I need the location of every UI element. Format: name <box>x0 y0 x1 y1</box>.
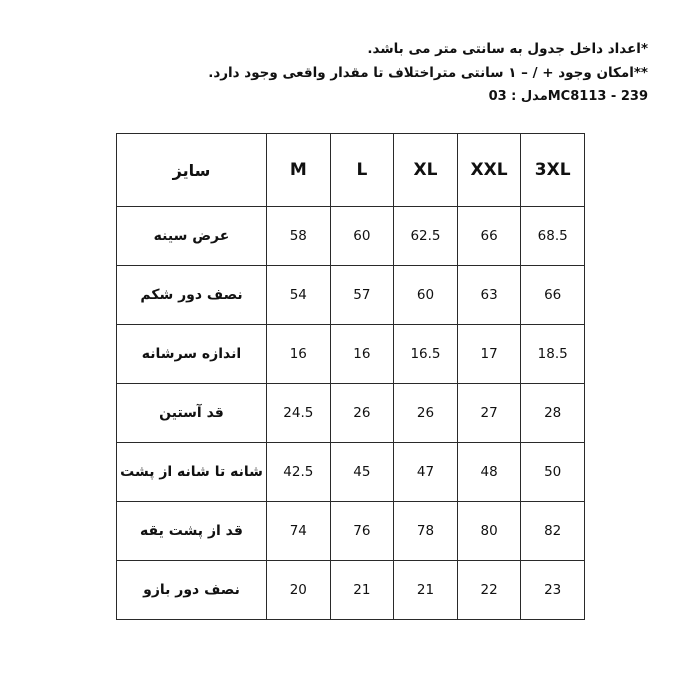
table-row <box>117 502 585 561</box>
row-label: اندازه سرشانه <box>117 325 267 384</box>
column-header-xxl: XXL <box>457 134 521 207</box>
cell-value: 47 <box>394 443 458 502</box>
cell-value: 60 <box>330 207 394 266</box>
cell-value: 28 <box>521 384 585 443</box>
note-line-1: *اعداد داخل جدول به سانتی متر می باشد. <box>367 41 648 57</box>
row-label: قد از پشت یقه <box>117 502 267 561</box>
cell-value: 21 <box>330 561 394 620</box>
cell-value: 18.5 <box>521 325 585 384</box>
cell-value: 74 <box>267 502 331 561</box>
cell-value: 48 <box>457 443 521 502</box>
cell-value: 17 <box>457 325 521 384</box>
row-label: عرض سینه <box>117 207 267 266</box>
column-header-size-label: سایز <box>117 134 267 207</box>
table-body <box>117 207 585 620</box>
table-row <box>117 561 585 620</box>
table-row <box>117 325 585 384</box>
cell-value: 78 <box>394 502 458 561</box>
cell-value: 16.5 <box>394 325 458 384</box>
row-label: نصف دور بازو <box>117 561 267 620</box>
column-header-l: L <box>330 134 394 207</box>
table-row <box>117 207 585 266</box>
cell-value: 68.5 <box>521 207 585 266</box>
cell-value: 66 <box>457 207 521 266</box>
cell-value: 58 <box>267 207 331 266</box>
cell-value: 80 <box>457 502 521 561</box>
cell-value: 21 <box>394 561 458 620</box>
note-line-2: **امکان وجود + / – ۱ سانتی متراختلاف تا مقدار واقعی وجود دارد. <box>208 64 648 81</box>
table-row <box>117 443 585 502</box>
cell-value: 26 <box>330 384 394 443</box>
row-label: نصف دور شکم <box>117 266 267 325</box>
cell-value: 22 <box>457 561 521 620</box>
table-header-row <box>117 134 585 207</box>
column-header-xl: XL <box>394 134 458 207</box>
notes-block <box>208 38 648 109</box>
table-row <box>117 384 585 443</box>
table-row <box>117 266 585 325</box>
cell-value: 42.5 <box>267 443 331 502</box>
column-header-m: M <box>267 134 331 207</box>
cell-value: 82 <box>521 502 585 561</box>
model-number: مدل : 03MC8113 - 239 <box>488 89 648 105</box>
cell-value: 60 <box>394 266 458 325</box>
column-header-3xl: 3XL <box>521 134 585 207</box>
cell-value: 16 <box>267 325 331 384</box>
cell-value: 23 <box>521 561 585 620</box>
table-head <box>117 134 585 207</box>
cell-value: 24.5 <box>267 384 331 443</box>
size-table-container <box>116 133 584 620</box>
cell-value: 26 <box>394 384 458 443</box>
cell-value: 62.5 <box>394 207 458 266</box>
row-label: قد آستین <box>117 384 267 443</box>
row-label: شانه تا شانه از پشت <box>117 443 267 502</box>
size-table <box>116 133 585 620</box>
cell-value: 63 <box>457 266 521 325</box>
cell-value: 27 <box>457 384 521 443</box>
cell-value: 20 <box>267 561 331 620</box>
cell-value: 66 <box>521 266 585 325</box>
cell-value: 16 <box>330 325 394 384</box>
cell-value: 76 <box>330 502 394 561</box>
cell-value: 57 <box>330 266 394 325</box>
cell-value: 45 <box>330 443 394 502</box>
cell-value: 54 <box>267 266 331 325</box>
cell-value: 50 <box>521 443 585 502</box>
